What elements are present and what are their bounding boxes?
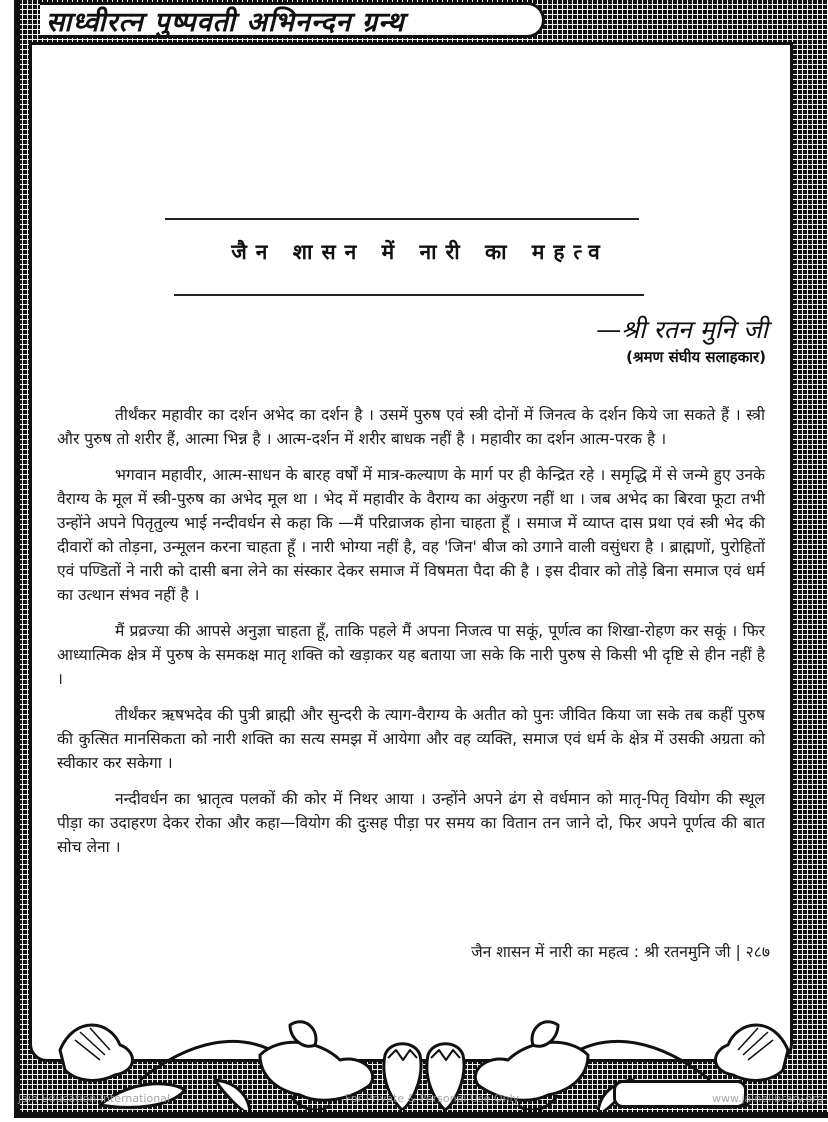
paragraph: मैं प्रव्रज्या की आपसे अनुज्ञा चाहता हूँ, ताकि पहले मैं अपना निजत्व पा सकूं, पूर्णत्व का शिखा-रोहण कर सकूं । फिर आध्यात्मिक क्षेत्र में पुरुष के समकक्ष मातृ शक्ति को खड़ाकर यह बताया जा सके कि नारी पुरुष से किसी भी दृष्टि से हीन नहीं है । — [57, 622, 765, 688]
author-name: —श्री रतन मुनि जी — [596, 315, 768, 344]
author-role: (श्रमण संघीय सलाहकार) — [626, 348, 766, 366]
title-rule-top — [165, 218, 639, 220]
watermark-right[interactable]: www.jainelibrary.org — [712, 1092, 824, 1105]
article-body — [57, 403, 765, 871]
paragraph: तीर्थंकर ऋषभदेव की पुत्री ब्राह्मी और सुन्दरी के त्याग-वैराग्य के अतीत को पुनः जीवित किया जा सके तब कहीं पुरुष की कुत्सित मानसिकता को नारी शक्ति का सत्य समझ में आयेगा और वह व्यक्ति, समाज एवं धर्म के क्षेत्र में उसकी अग्रता को स्वीकार कर सकेगा । — [57, 706, 765, 772]
border-bottom-edge — [14, 1112, 828, 1118]
article-title: जैन शासन में नारी का महत्व — [231, 240, 609, 264]
watermark-left: Jain Education International — [18, 1092, 170, 1105]
paragraph: भगवान महावीर, आत्म-साधन के बारह वर्षों में मात्र-कल्याण के मार्ग पर ही केन्द्रित रहे । समृद्धि में से जन्मे हुए उनके वैराग्य के मूल में स्त्री-पुरुष का अभेद मूल था । भेद में महावीर के वैराग्य का अंकुरण नहीं था । जब अभेद का बिरवा फूटा तभी उन्होंने अपने पितृतुल्य भाई नन्दीवर्धन से कहा कि —मैं परिव्राजक होना चाहता हूँ । समाज में व्याप्त दास प्रथा एवं स्त्री भेद की दीवारों को तोड़ना, उन्मूलन करना चाहता हूँ । नारी भोग्या नहीं है, वह 'जिन' बीज को उगाने वाली वसुंधरा है । ब्राह्मणों, पुरोहितों एवं पण्डितों ने नारी को दासी बना लेने का संस्कार देकर समाज में विषमता पैदा की है । इस दीवार को तोड़े बिना समाज एवं धर्म का उत्थान संभव नहीं है । — [57, 466, 765, 604]
title-rule-bottom — [174, 294, 644, 296]
watermark-center: For Private & Personal Use Only — [345, 1092, 520, 1105]
paragraph: नन्दीवर्धन का भ्रातृत्व पलकों की कोर में निथर आया । उन्होंने अपने ढंग से वर्धमान को मातृ-पितृ वियोग की स्थूल पीड़ा का उदाहरण देकर रोका और कहा—वियोग की दुःसह पीड़ा पर समय का वितान तन जाने दो, फिर अपने पूर्णत्व की बात सोच लेना । — [57, 790, 765, 856]
border-left-edge — [14, 0, 20, 1118]
paragraph: तीर्थंकर महावीर का दर्शन अभेद का दर्शन है । उसमें पुरुष एवं स्त्री दोनों में जिनत्व के दर्शन किये जा सकते हैं । स्त्री और पुरुष तो शरीर हैं, आत्मा भिन्न है । आत्म-दर्शन में शरीर बाधक नहीं है । महावीर का दर्शन आत्म-परक है । — [57, 406, 765, 448]
running-footer: जैन शासन में नारी का महत्व : श्री रतनमुनि जी | २८७ — [471, 943, 770, 961]
book-title-banner — [40, 2, 545, 38]
book-title: साध्वीरत्न पुष्पवती अभिनन्दन ग्रन्थ — [46, 6, 405, 38]
